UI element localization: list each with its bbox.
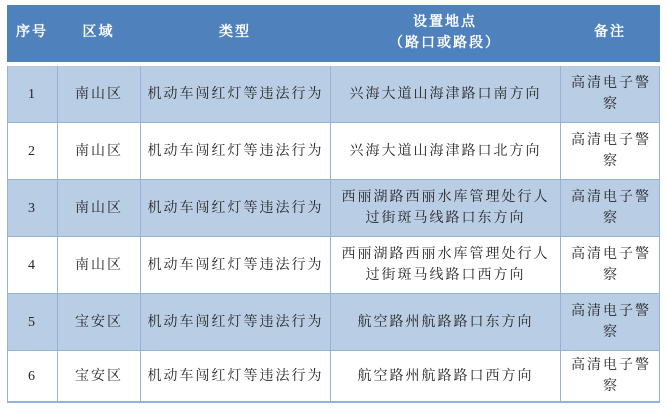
table-row [8, 180, 659, 237]
cell-index: 2 [8, 123, 58, 179]
header-label: 区域 [82, 25, 115, 41]
table-row [8, 294, 659, 351]
cell-remark: 高清电子警察 [571, 76, 651, 112]
header-label-line2: （路口或路段） [389, 35, 501, 51]
cell-index: 3 [8, 180, 58, 236]
header-cell-district [57, 5, 140, 62]
camera-locations-table [7, 5, 660, 403]
header-label: 序号 [16, 25, 48, 41]
cell-location: 航空路州航路路口东方向 [331, 294, 561, 350]
cell-location: 兴海大道山海津路口南方向 [331, 66, 561, 122]
cell-type: 机动车闯红灯等违法行为 [141, 351, 331, 401]
cell-location: 兴海大道山海津路口北方向 [331, 123, 561, 179]
cell-district: 南山区 [58, 180, 141, 236]
cell-index: 5 [8, 294, 58, 350]
cell-location: 航空路州航路路口西方向 [331, 351, 561, 401]
table-row [8, 237, 659, 294]
cell-index: 1 [8, 66, 58, 122]
header-cell-index [7, 5, 57, 62]
header-cell-location [330, 5, 560, 62]
header-label-line1: 设置地点 [413, 15, 477, 31]
cell-district: 南山区 [58, 237, 141, 293]
cell-type: 机动车闯红灯等违法行为 [141, 123, 331, 179]
cell-remark: 高清电子警察 [571, 304, 651, 340]
cell-type: 机动车闯红灯等违法行为 [141, 237, 331, 293]
table-body [7, 66, 660, 403]
cell-type: 机动车闯红灯等违法行为 [141, 66, 331, 122]
cell-remark: 高清电子警察 [571, 358, 651, 394]
cell-type: 机动车闯红灯等违法行为 [141, 180, 331, 236]
header-label: 类型 [219, 25, 251, 41]
table-header-row [7, 5, 660, 62]
header-cell-remark [560, 5, 660, 62]
cell-district: 宝安区 [58, 294, 141, 350]
header-cell-type [140, 5, 330, 62]
cell-index: 6 [8, 351, 58, 401]
cell-district: 南山区 [58, 123, 141, 179]
header-label: 备注 [594, 25, 626, 41]
table-row [8, 351, 659, 401]
cell-location: 西丽湖路西丽水库管理处行人过街斑马线路口东方向 [331, 180, 561, 236]
cell-district: 宝安区 [58, 351, 141, 401]
cell-remark: 高清电子警察 [571, 247, 651, 283]
cell-index: 4 [8, 237, 58, 293]
table-row [8, 66, 659, 123]
cell-type: 机动车闯红灯等违法行为 [141, 294, 331, 350]
cell-remark: 高清电子警察 [571, 190, 651, 226]
cell-remark: 高清电子警察 [571, 133, 651, 169]
cell-location: 西丽湖路西丽水库管理处行人过街斑马线路口西方向 [331, 237, 561, 293]
table-row [8, 123, 659, 180]
cell-district: 南山区 [58, 66, 141, 122]
